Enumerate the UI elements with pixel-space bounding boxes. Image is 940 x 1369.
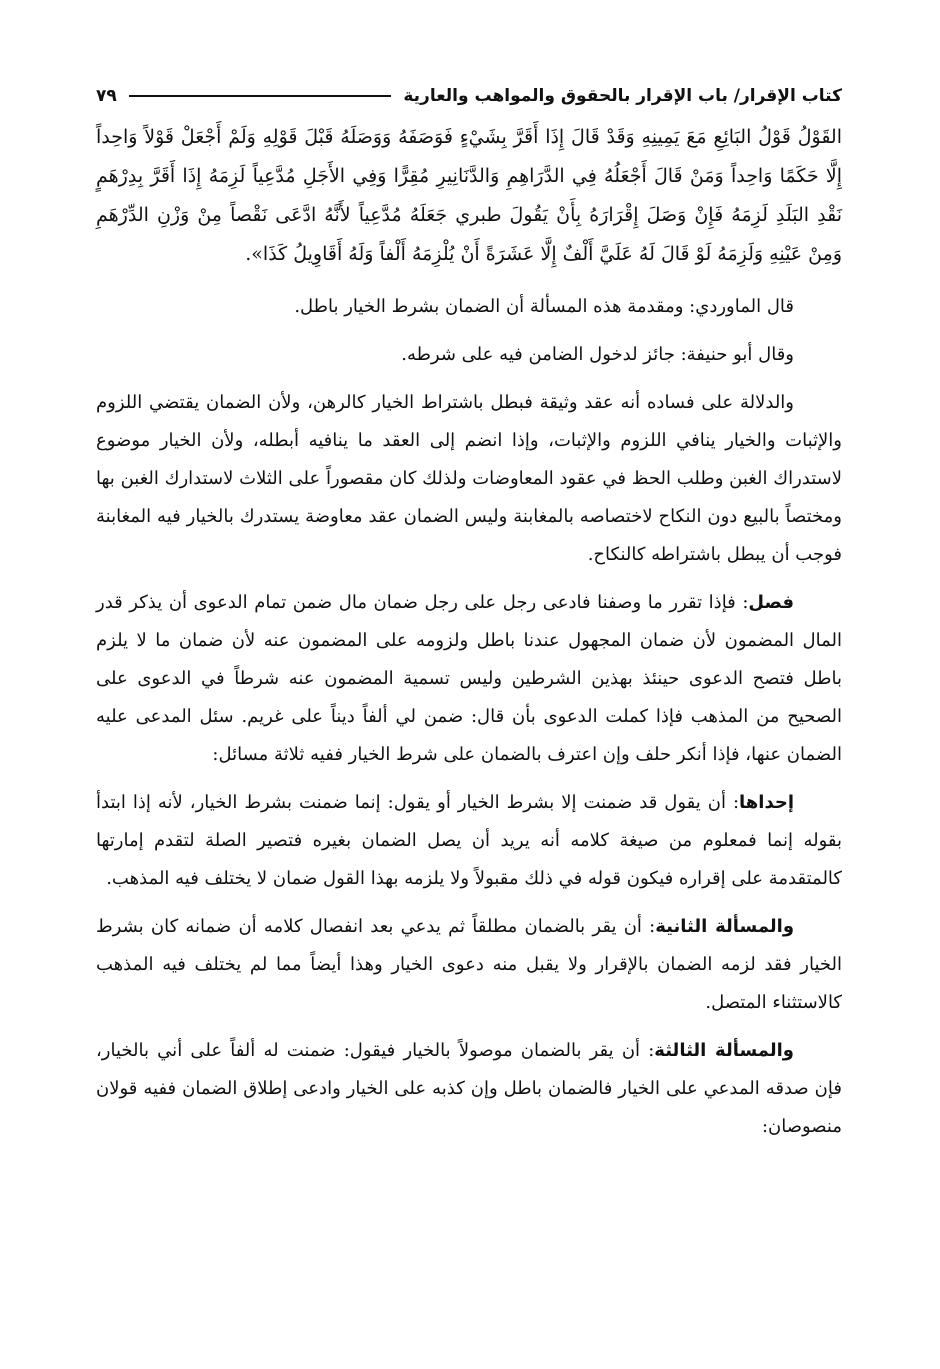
paragraph-text: والدلالة على فساده أنه عقد وثيقة فبطل باشتراط الخيار كالرهن، ولأن الضمان يقتضي اللزوم والإثبات والخيار ينافي اللزوم والإثبات، وإذا انضم إلى العقد ما ينافيه أبطله، ولأن الخيار موضوع لاستدراك الغبن وطلب الحظ في عقود المعاوضات ولذلك كان مقصوراً على الثلاث لاستدارك الغبن بها ومختصاً بالبيع دون النكاح لاختصاصه بالمغابنة وليس الضمان عقد معاوضة يستدرك بالخيار فيه المغابنة فوجب أن يبطل باشتراطه كالنكاح. <box>96 392 842 565</box>
paragraph-mawardi <box>96 288 842 326</box>
paragraph-issue-two <box>96 908 842 1022</box>
paragraph-text: : أن يقول قد ضمنت إلا بشرط الخيار أو يقول: إنما ضمنت بشرط الخيار، لأنه إذا ابتدأ بقوله إنما فمعلوم من صيغة كلامه أنه يريد أن يصل الضمان بغيره فتصير الصلة لتقدم إمارتها كالمتقدمة على إقراره فيكون قوله في ذلك مقبولاً ولا يلزمه بهذا القول ضمان لا يختلف فيه المذهب. <box>96 792 842 889</box>
paragraph-text: قال الماوردي: ومقدمة هذه المسألة أن الضمان بشرط الخيار باطل. <box>294 296 794 317</box>
paragraph-text: : فإذا تقرر ما وصفنا فادعى رجل على رجل ضمان مال ضمن تمام الدعوى أن يذكر قدر المال المضمون لأن ضمان المجهول عندنا باطل ولزومه على المضمون عنه لأن ضمان ما لا يلزم باطل فتصح الدعوى حينئذ بهذين الشرطين وليس تسمية المضمون عنه شرطاً في الدعوى على الصحيح من المذهب فإذا كملت الدعوى بأن قال: ضمن لي ألفاً ديناً على غريم. سئل المدعى عليه الضمان عنها، فإذا أنكر حلف وإن اعترف بالضمان على شرط الخيار ففيه ثلاثة مسائل: <box>96 592 842 765</box>
paragraph-text: وقال أبو حنيفة: جائز لدخول الضامن فيه على شرطه. <box>401 344 794 365</box>
paragraph-lead: والمسألة الثانية <box>655 916 795 937</box>
paragraph-issue-one <box>96 784 842 898</box>
paragraph-issue-three <box>96 1032 842 1146</box>
header-title: كتاب الإقرار/ باب الإقرار بالحقوق والمواهب والعارية <box>403 86 842 106</box>
paragraph-lead: والمسألة الثالثة <box>654 1040 794 1061</box>
running-header <box>96 82 842 110</box>
page-number: ٧٩ <box>96 86 117 106</box>
paragraph-section <box>96 584 842 774</box>
quoted-text: القَوْلُ قَوْلُ البَائِعِ مَعَ يَمِينِهِ وَقَدْ قَالَ إِذَا أَقَرَّ بِشَيْءٍ فَوَصَفَهُ وَوَصَلَهُ قَبْلَ قَوْلِهِ وَلَمْ أَجْعَلْ قَوْلاً وَاحِداً إِلَّا حَكَمًا وَاحِداً وَمَنْ قَالَ أَجْعَلُهُ فِي الدَّرَاهِمِ وَالدَّنَانِيرِ مُقِرًّا وَفِي الأَجَلِ مُدَّعِياً لَزِمَهُ إِذَا أَقَرَّ بِدِرْهَمٍ نَقْدِ البَلَدِ لَزِمَهُ فَإِنْ وَصَلَ إِقْرَارَهُ بِأَنْ يَقُولَ طبري جَعَلَهُ مُدَّعِياً لأَنَّهُ ادَّعَى نَقْصاً مِنْ وَزْنِ الدِّرْهَمِ وَمِنْ عَيْنِهِ وَلَزِمَهُ لَوْ قَالَ لَهُ عَلَيَّ أَلْفٌ إِلَّا عَشَرَةً أَنْ يُلْزِمَهُ أَلْفاً وَلَهُ أَقَاوِيلُ كَذَا». <box>96 126 842 265</box>
paragraph-text: : أن يقر بالضمان مطلقاً ثم يدعي بعد انفصال كلامه أن ضمانه كان بشرط الخيار فقد لزمه الضمان بالإقرار ولا يقبل منه دعوى الخيار وهذا أيضاً مما لم يختلف فيه المذهب كالاستثناء المتصل. <box>96 916 842 1013</box>
paragraph-evidence <box>96 384 842 574</box>
paragraph-lead: إحداها <box>739 792 794 813</box>
page <box>96 82 842 1156</box>
paragraph-lead: فصل <box>748 592 794 613</box>
paragraph-abu-hanifa <box>96 336 842 374</box>
paragraph-text: : أن يقر بالضمان موصولاً بالخيار فيقول: ضمنت له ألفاً على أني بالخيار، فإن صدقه المدعي على الخيار فالضمان باطل وإن كذبه على الخيار وادعى إطلاق الضمان ففيه قولان منصوصان: <box>96 1040 842 1137</box>
header-rule <box>129 95 392 97</box>
